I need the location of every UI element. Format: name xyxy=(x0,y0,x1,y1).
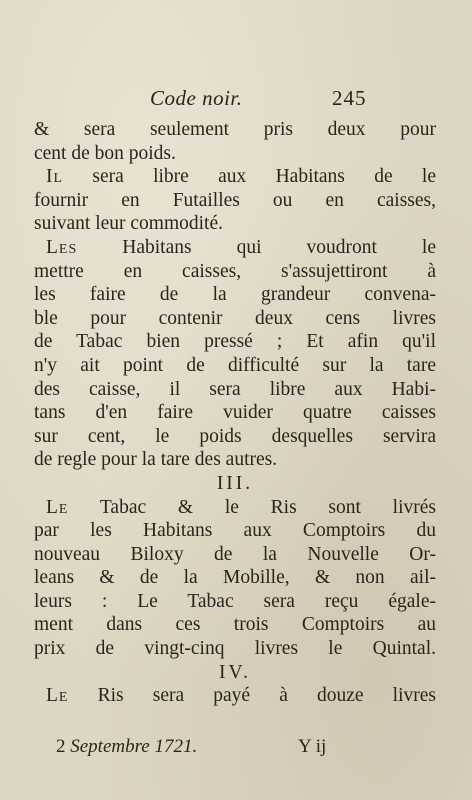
text-line: prix de vingt-cinq livres le Quintal. xyxy=(34,638,436,660)
text-line: cent de bon poids. xyxy=(34,142,176,164)
text-line: leurs : Le Tabac sera reçu égale- xyxy=(34,590,436,612)
text-line: Les Habitans qui voudront le xyxy=(46,236,436,258)
text-line: des caisse, il sera libre aux Habi- xyxy=(34,378,436,400)
text-line: leans & de la Mobille, & non ail- xyxy=(34,567,436,589)
text-line: les faire de la grandeur convena- xyxy=(34,284,436,306)
section-number: IV. xyxy=(219,661,251,683)
text-line: tans d'en faire vuider quatre caisses xyxy=(34,402,436,424)
signature-number: 2 xyxy=(56,736,66,757)
text-line: fournir en Futailles ou en caisses, xyxy=(34,189,436,211)
text-line: ble pour contenir deux cens livres xyxy=(34,307,436,329)
text-line: n'y ait point de difficulté sur la tare xyxy=(34,354,436,376)
text-line: par les Habitans aux Comptoirs du xyxy=(34,520,436,542)
text-line: mettre en caisses, s'assujettiront à xyxy=(34,260,436,282)
text-line: Le Tabac & le Ris sont livrés xyxy=(46,496,436,518)
running-title: Code noir. xyxy=(150,86,243,110)
page-footer xyxy=(56,736,416,762)
text-line: sur cent, le poids desquelles servira xyxy=(34,425,436,447)
text-line: Il sera libre aux Habitans de le xyxy=(46,166,436,188)
page-number: 245 xyxy=(332,86,367,110)
running-head xyxy=(0,86,472,116)
text-line: de regle pour la tare des autres. xyxy=(34,449,278,471)
section-number: III. xyxy=(216,472,254,494)
text-line: de Tabac bien pressé ; Et afin qu'il xyxy=(34,331,436,353)
body-text xyxy=(34,118,436,708)
paragraph-initial-word: Le xyxy=(46,685,69,707)
text-line: Le Ris sera payé à douze livres xyxy=(46,685,436,707)
paragraph-initial-word: Les xyxy=(46,236,78,258)
paragraph-initial-word: Il xyxy=(46,166,64,188)
signature-line xyxy=(56,736,197,758)
text-line: ment dans ces trois Comptoirs au xyxy=(34,614,436,636)
paragraph-initial-word: Le xyxy=(46,496,69,518)
text-line: suivant leur commodité. xyxy=(34,213,224,235)
text-line: & sera seulement pris deux pour xyxy=(34,119,436,140)
signature-mark: Y ij xyxy=(298,736,327,757)
text-line: nouveau Biloxy de la Nouvelle Or- xyxy=(34,543,436,565)
signature-date: Septembre 1721. xyxy=(70,736,198,757)
